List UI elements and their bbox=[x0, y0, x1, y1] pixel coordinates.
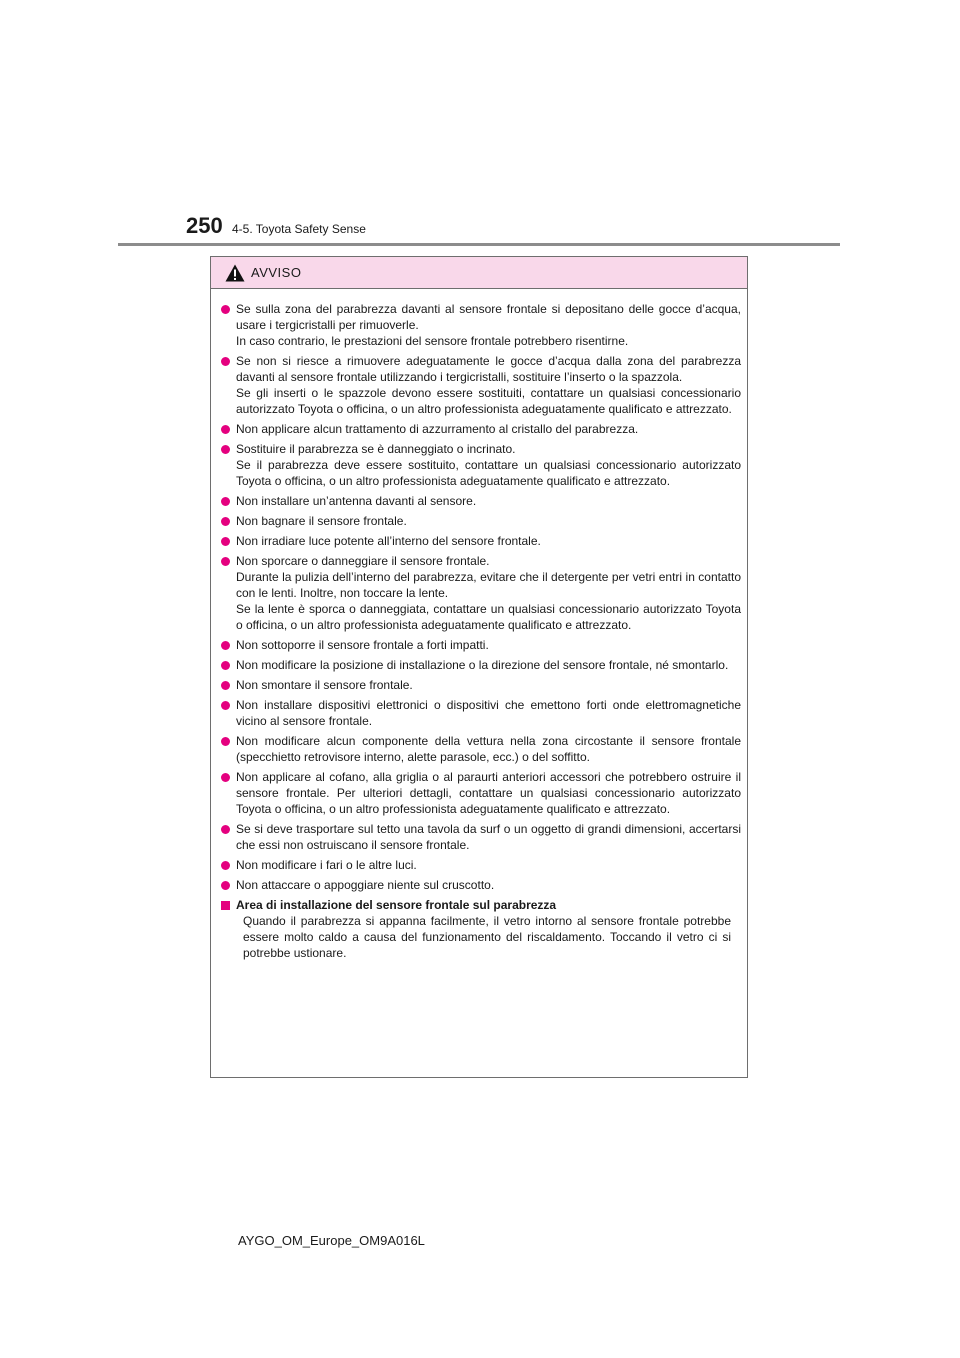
section-title: 4-5. Toyota Safety Sense bbox=[232, 222, 366, 236]
bullet-dot-icon bbox=[221, 773, 230, 782]
subsection-text: Quando il parabrezza si appanna facilmente, il vetro intorno al sensore frontale potrebbe essere molto caldo a causa del funzionamento del riscaldamento. Toccando il vetro ci si potrebbe ustionare. bbox=[243, 914, 731, 960]
warning-triangle-icon bbox=[225, 264, 245, 282]
warning-bullet-item bbox=[221, 353, 741, 417]
warning-bullet-item bbox=[221, 553, 741, 633]
warning-bullet-item bbox=[221, 657, 741, 673]
bullet-dot-icon bbox=[221, 701, 230, 710]
warning-bullet-item bbox=[221, 769, 741, 817]
bullet-line: Non modificare alcun componente della vettura nella zona circostante il sensore frontale (specchietto retrovisore interno, alette parasole, ecc.) o del soffitto. bbox=[236, 734, 741, 764]
bullet-line: Se si deve trasportare sul tetto una tavola da surf o un oggetto di grandi dimensioni, accertarsi che essi non ostruiscano il sensore frontale. bbox=[236, 822, 741, 852]
bullet-line: Non attaccare o appoggiare niente sul cruscotto. bbox=[236, 878, 495, 892]
bullet-line: Se gli inserti o le spazzole devono essere sostituiti, contattare un qualsiasi concessionario autorizzato Toyota o officina, o un altro professionista adeguatamente qualificato e attrezzato. bbox=[236, 386, 741, 416]
warning-bullet-item bbox=[221, 857, 741, 873]
bullet-line: Durante la pulizia dell’interno del parabrezza, evitare che il detergente per vetri entri in contatto con le lenti. Inoltre, non toccare la lente. bbox=[236, 570, 741, 600]
bullet-text bbox=[236, 733, 741, 765]
bullet-text bbox=[236, 697, 741, 729]
warning-body bbox=[211, 289, 747, 961]
bullet-text bbox=[236, 821, 741, 853]
bullet-text bbox=[236, 677, 741, 693]
subsection-head bbox=[221, 897, 741, 913]
warning-bullet-item bbox=[221, 677, 741, 693]
bullet-text bbox=[236, 421, 741, 437]
bullet-dot-icon bbox=[221, 861, 230, 870]
bullet-text bbox=[236, 353, 741, 417]
bullet-line: Non modificare i fari o le altre luci. bbox=[236, 858, 417, 872]
bullet-text bbox=[236, 301, 741, 349]
bullet-text bbox=[236, 657, 741, 673]
bullet-dot-icon bbox=[221, 881, 230, 890]
bullet-line: Non modificare la posizione di installazione o la direzione del sensore frontale, né smontarlo. bbox=[236, 658, 729, 672]
header-rule bbox=[118, 243, 840, 246]
warning-bullet-item bbox=[221, 821, 741, 853]
warning-header bbox=[211, 257, 747, 289]
warning-bullet-item bbox=[221, 513, 741, 529]
bullet-dot-icon bbox=[221, 517, 230, 526]
bullet-line: Se la lente è sporca o danneggiata, contattare un qualsiasi concessionario autorizzato Toyota o officina, o un altro professionista adeguatamente qualificato e attrezzato. bbox=[236, 602, 741, 632]
subsection-title: Area di installazione del sensore frontale sul parabrezza bbox=[236, 898, 557, 912]
bullet-dot-icon bbox=[221, 357, 230, 366]
bullet-dot-icon bbox=[221, 305, 230, 314]
bullet-dot-icon bbox=[221, 681, 230, 690]
bullet-text bbox=[236, 513, 741, 529]
bullet-dot-icon bbox=[221, 557, 230, 566]
bullet-line: Non applicare al cofano, alla griglia o al paraurti anteriori accessori che potrebbero ostruire il sensore frontale. Per ulteriori dettagli, contattare un qualsiasi concessionario autorizzato Toyota o officina, o un altro professionista adeguatamente qualificato e attrezzato. bbox=[236, 770, 741, 816]
bullet-line: Non sporcare o danneggiare il sensore frontale. bbox=[236, 554, 490, 568]
warning-bullet-list bbox=[221, 301, 741, 893]
bullet-line: Non smontare il sensore frontale. bbox=[236, 678, 413, 692]
warning-box bbox=[210, 256, 748, 1078]
warning-bullet-item bbox=[221, 877, 741, 893]
bullet-line: Non installare un’antenna davanti al sensore. bbox=[236, 494, 477, 508]
bullet-text bbox=[236, 533, 741, 549]
bullet-text bbox=[236, 769, 741, 817]
bullet-dot-icon bbox=[221, 825, 230, 834]
bullet-text bbox=[236, 637, 741, 653]
bullet-line: Se sulla zona del parabrezza davanti al sensore frontale si depositano delle gocce d’acqua, usare i tergicristalli per rimuoverle. bbox=[236, 302, 741, 332]
warning-bullet-item bbox=[221, 301, 741, 349]
bullet-line: In caso contrario, le prestazioni del sensore frontale potrebbero risentirne. bbox=[236, 334, 629, 348]
installation-area-subsection bbox=[221, 897, 741, 961]
bullet-text bbox=[236, 493, 741, 509]
bullet-text bbox=[236, 877, 741, 893]
square-bullet-icon bbox=[221, 901, 230, 910]
bullet-line: Sostituire il parabrezza se è danneggiato o incrinato. bbox=[236, 442, 516, 456]
bullet-dot-icon bbox=[221, 445, 230, 454]
bullet-text bbox=[236, 441, 741, 489]
bullet-line: Non sottoporre il sensore frontale a forti impatti. bbox=[236, 638, 489, 652]
bullet-dot-icon bbox=[221, 537, 230, 546]
bullet-line: Non bagnare il sensore frontale. bbox=[236, 514, 407, 528]
bullet-dot-icon bbox=[221, 737, 230, 746]
bullet-dot-icon bbox=[221, 641, 230, 650]
bullet-dot-icon bbox=[221, 497, 230, 506]
bullet-line: Non irradiare luce potente all’interno del sensore frontale. bbox=[236, 534, 541, 548]
warning-bullet-item bbox=[221, 637, 741, 653]
bullet-line: Non applicare alcun trattamento di azzurramento al cristallo del parabrezza. bbox=[236, 422, 639, 436]
warning-bullet-item bbox=[221, 533, 741, 549]
footer-code: AYGO_OM_Europe_OM9A016L bbox=[238, 1233, 425, 1248]
bullet-dot-icon bbox=[221, 425, 230, 434]
bullet-line: Non installare dispositivi elettronici o dispositivi che emettono forti onde elettromagnetiche vicino al sensore frontale. bbox=[236, 698, 741, 728]
warning-bullet-item bbox=[221, 441, 741, 489]
page-number: 250 bbox=[186, 213, 223, 238]
warning-title: AVVISO bbox=[251, 265, 302, 280]
bullet-line: Se non si riesce a rimuovere adeguatamente le gocce d’acqua dalla zona del parabrezza davanti al sensore frontale utilizzando i tergicristalli, sostituire l’inserto o la spazzola. bbox=[236, 354, 741, 384]
warning-bullet-item bbox=[221, 421, 741, 437]
warning-bullet-item bbox=[221, 697, 741, 729]
bullet-line: Se il parabrezza deve essere sostituito, contattare un qualsiasi concessionario autorizzato Toyota o officina, o un altro professionista adeguatamente qualificato e attrezzato. bbox=[236, 458, 741, 488]
bullet-text bbox=[236, 857, 741, 873]
bullet-dot-icon bbox=[221, 661, 230, 670]
bullet-text bbox=[236, 553, 741, 633]
warning-bullet-item bbox=[221, 733, 741, 765]
warning-bullet-item bbox=[221, 493, 741, 509]
